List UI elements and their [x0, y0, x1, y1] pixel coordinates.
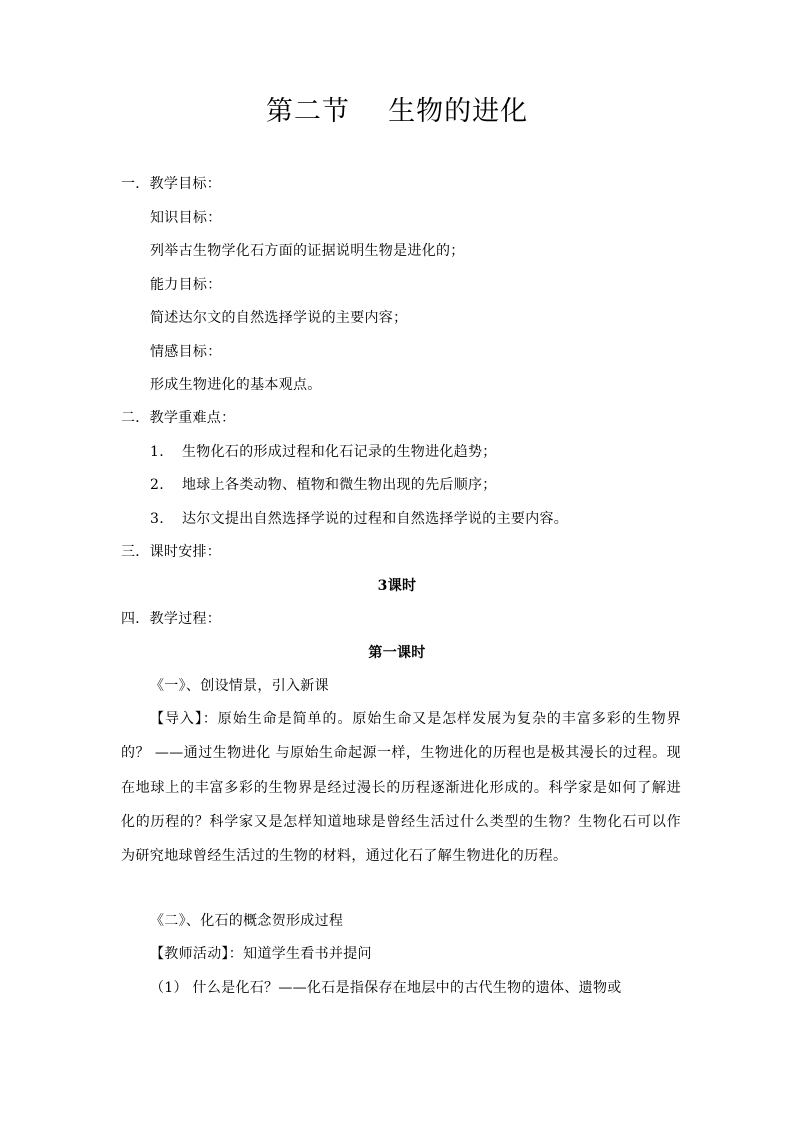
list-item-text: 生物化石的形成过程和化石记录的生物进化趋势； — [182, 444, 497, 460]
list-item — [150, 441, 497, 463]
list-item-text: 达尔文提出自然选择学说的过程和自然选择学说的主要内容。 — [182, 511, 569, 527]
list-item-number: 1. — [150, 444, 164, 460]
ability-objective-label: 能力目标： — [150, 277, 222, 293]
knowledge-objective-label: 知识目标： — [150, 210, 222, 226]
knowledge-objective-text: 列举古生物学化石方面的证据说明生物是进化的； — [150, 243, 465, 259]
teacher-activity: 【教师活动】：知道学生看书并提问 — [150, 946, 372, 962]
emotion-objective-label: 情感目标： — [150, 344, 222, 360]
intro-paragraph: 【导入】：原始生命是简单的。原始生命又是怎样发展为复杂的丰富多彩的生物界的？ ——通过生物进化 与原始生命起源一样，生物进化的历程也是极其漫长的过程。现在地球上的丰富多彩的生物界是经过漫长的历程逐渐进化形成的。科学家是如何了解进化的历程的？科学家又是怎样知道地球是曾经生活过什么类型的生物？生物化石可以作为研究地球曾经生活过的生物的材料，通过化石了解生物进化的历程。 — [121, 711, 681, 865]
question-item: （1） 什么是化石？——化石是指保存在地层中的古代生物的遗体、遗物或 — [150, 980, 622, 996]
part-heading-fossil-concept: 《二》、化石的概念贺形成过程 — [150, 913, 344, 929]
schedule-value: 3课时 — [377, 578, 417, 594]
list-item-text: 地球上各类动物、植物和微生物出现的先后顺序； — [182, 477, 497, 493]
section-heading-key-points: 二．教学重难点： — [121, 410, 236, 426]
list-item — [150, 508, 568, 530]
part-heading-scenario: 《一》、创设情景，引入新课 — [150, 678, 329, 694]
ability-objective-text: 简述达尔文的自然选择学说的主要内容； — [150, 310, 408, 326]
section-heading-schedule: 三．课时安排： — [121, 544, 222, 560]
list-item-number: 3. — [150, 511, 164, 527]
page-title: 第二节 生物的进化 — [265, 96, 529, 127]
list-item-number: 2. — [150, 477, 164, 493]
emotion-objective-text: 形成生物进化的基本观点。 — [150, 377, 322, 393]
list-item — [150, 474, 497, 496]
section-heading-objectives: 一．教学目标： — [121, 176, 222, 192]
lesson-title: 第一课时 — [368, 645, 426, 661]
section-heading-process: 四．教学过程： — [121, 611, 222, 627]
